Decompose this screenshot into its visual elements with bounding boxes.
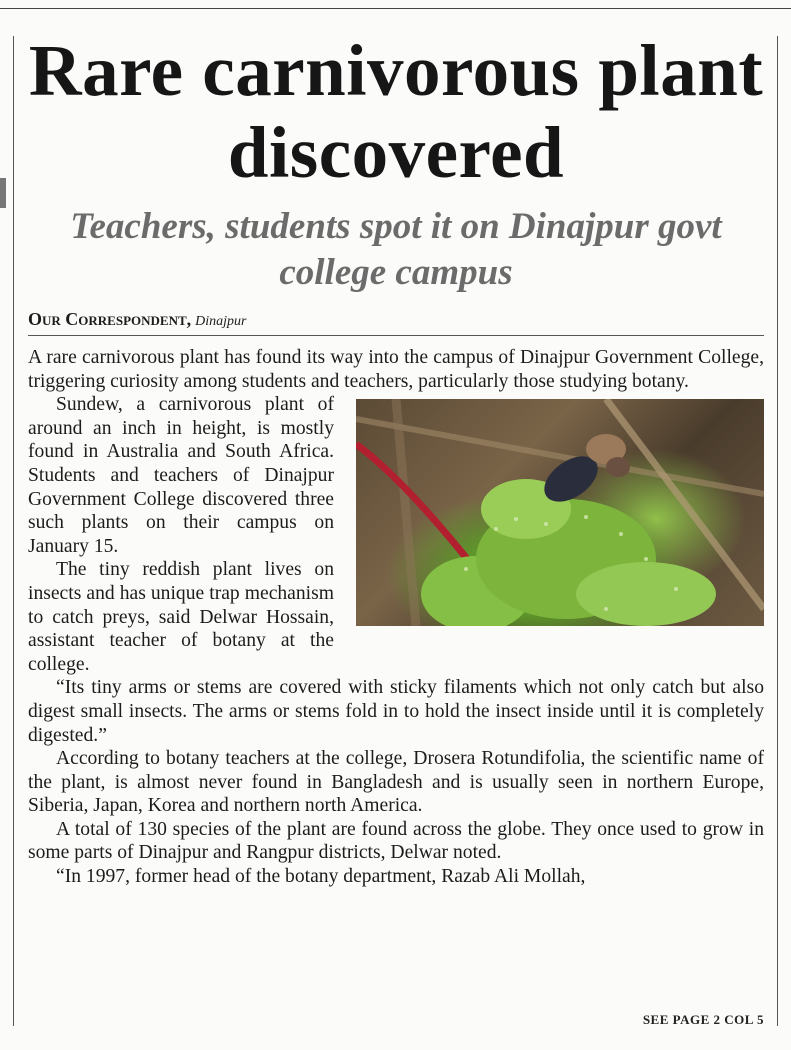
continuation-reference: SEE PAGE 2 COL 5 [642,1012,764,1027]
article-body [28,346,764,889]
byline [28,310,764,336]
article [28,30,764,889]
byline-location: Dinajpur [195,314,247,329]
paragraph-4: “Its tiny arms or stems are covered with sticky filaments which not only catch but also digest small insects. The arms or stems fold in to hold the insect inside until it is completely digested.” [28,677,764,746]
headline: Rare carnivorous plant discovered [28,30,764,193]
left-column-rule [13,36,14,1026]
paragraph-3: The tiny reddish plant lives on insects and has unique trap mechanism to catch preys, said Delwar Hossain, assistant teacher of botany at the college. [28,559,334,675]
top-rule [0,8,791,9]
paragraph-5: According to botany teachers at the college, Drosera Rotundifolia, the scientific name of the plant, is almost never found in Bangladesh and is usually seen in northern Europe, Siberia, Japan, Korea and northern north America. [28,748,764,817]
left-edge-fragment [0,178,6,208]
byline-name: Our Correspondent, [28,309,192,329]
subheadline: Teachers, students spot it on Dinajpur govt college campus [70,206,722,293]
paragraph-2: Sundew, a carnivorous plant of around an inch in height, is mostly found in Australia and South Africa. Students and teachers of Dinajpur Government College discovered three such plants on their campus on January 15. [28,394,334,557]
sundew-illustration [356,399,764,626]
right-column-rule [777,36,778,1026]
paragraph-6: A total of 130 species of the plant are found across the globe. They once used to grow in some parts of Dinajpur and Rangpur districts, Delwar noted. [28,818,764,864]
paragraph-1: A rare carnivorous plant has found its way into the campus of Dinajpur Government College, triggering curiosity among students and teachers, particularly those studying botany. [28,347,764,392]
paragraph-7: “In 1997, former head of the botany department, Razab Ali Mollah, [56,866,586,888]
sundew-photo [356,399,764,626]
